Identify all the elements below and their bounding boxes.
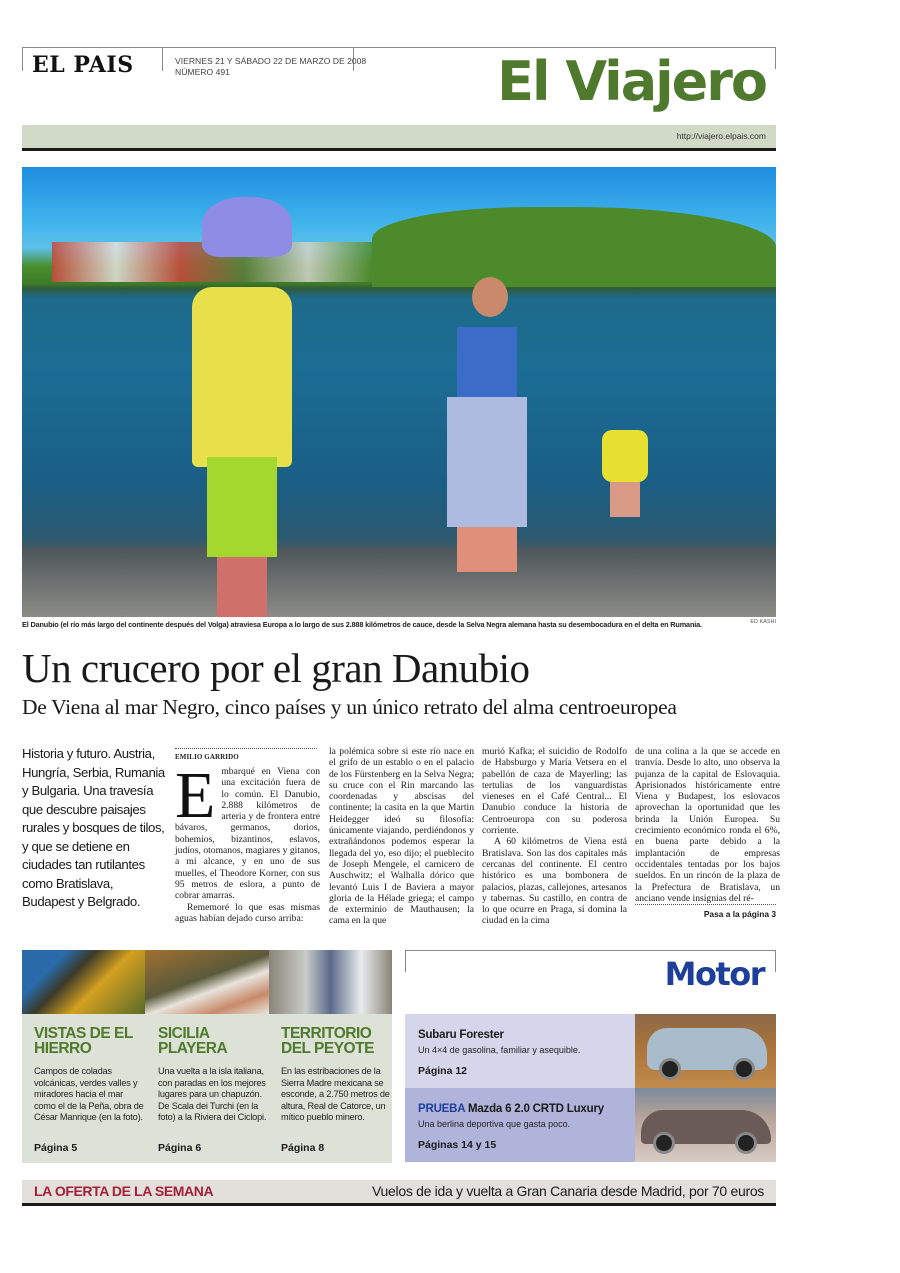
promo-title: TERRITORIO DEL PEYOTE	[281, 1025, 374, 1057]
promo-title: SICILIA PLAYERA	[158, 1025, 228, 1057]
promo-title: VISTAS DE EL HIERRO	[34, 1025, 133, 1057]
promo-page: Página 6	[158, 1142, 202, 1154]
continued-link[interactable]: Pasa a la página 3	[703, 909, 776, 919]
motor-item-subaru[interactable]	[405, 1014, 635, 1088]
article-column-4	[635, 746, 780, 904]
motor-item-name: Subaru Forester	[418, 1029, 504, 1041]
weekly-offer-label: LA OFERTA DE LA SEMANA	[34, 1183, 214, 1199]
photo-child-wading	[602, 422, 648, 517]
article-column-2	[329, 746, 474, 927]
drop-cap: E	[175, 759, 216, 832]
byline-rule	[175, 748, 317, 749]
photo-trees	[372, 207, 776, 287]
motor-frame	[405, 950, 776, 951]
article-summary: Historia y futuro. Austria, Hungría, Serbia, Rumania y Bulgaria. Una travesía que descubre paisajes rurales y bosques de tilos, y que se detiene en ciudades tan rutilantes como Bratislava, Budapest y Belgrado.	[22, 746, 165, 909]
promo-text: En las estribaciones de la Sierra Madre mexicana se esconde, a 2.750 metros de altura, Real de Catorce, un mítico pueblo minero.	[281, 1066, 390, 1122]
article-headline[interactable]: Un crucero por el gran Danubio	[22, 645, 530, 691]
paragraph: A 60 kilómetros de Viena está Bratislava. Son las dos capitales más cercanas del continente. El centro histórico es una bombonera de palacios, plazas, callejones, artesanos y tabernas. Su castillo, en contra de lo que ocurre en Praga, sí domina la ciudad en la cima	[482, 836, 627, 927]
motor-item-desc: Una berlina deportiva que gasta poco.	[418, 1119, 571, 1129]
photo-shore	[22, 547, 776, 617]
photo-credit: ED KASHI	[750, 619, 776, 625]
paragraph: mbarqué en Viena con una excitación fuera de lo común. El Danubio, 2.888 kilómetros de arteria y de frontera entre bávaros, germanos, dorios, bohemios, bizantinos, eslavos, judíos, otomanos, magiares y gitanos, a mi alcance, y en uno de sus muelles, el Theodore Korner, con sus 95 metros de eslora, a punto de cobrar amarras.	[175, 766, 320, 902]
author-byline: EMILIO GARRIDO	[175, 753, 239, 761]
masthead-divider	[22, 47, 23, 71]
article-column-3	[482, 746, 627, 927]
photo-caption: El Danubio (el río más largo del continente después del Volga) atraviesa Europa a lo largo de sus 2.888 kilómetros de cauce, desde la Selva Negra alemana hasta su desembocadura en el delta en Rumania.	[22, 620, 702, 629]
promo-peyote[interactable]	[281, 1025, 393, 1154]
offer-rule	[22, 1203, 776, 1206]
section-rule	[22, 148, 776, 151]
promo-image-peyote[interactable]	[269, 950, 392, 1014]
motor-frame	[775, 950, 776, 972]
masthead-top-rule	[22, 47, 776, 48]
promo-panel	[22, 1014, 392, 1163]
issue-number: NÚMERO 491	[175, 67, 230, 77]
continued-rule	[635, 904, 776, 905]
paragraph: de una colina a la que se accede en tranvía. Desde lo alto, uno observa la pujanza de la capital de Eslovaquia. Aprisionados históricamente entre Viena y Budapest, los eslovacos aprovechan la oportunidad que les brinda la Unión Europea. Su crecimiento económico ronda el 6%, en buena parte debido a la implantación de empresas occidentales tentadas por los bajos sueldos. En un rincón de la plaza de la Prefectura de Bratislava, un anciano vende insignias del ré-	[635, 746, 780, 904]
motor-item-mazda[interactable]	[405, 1088, 635, 1162]
main-photo	[22, 167, 776, 617]
section-url-link[interactable]: http://viajero.elpais.com	[676, 131, 766, 141]
paragraph: murió Kafka; el suicidio de Rodolfo de Habsburgo y María Vetsera en el pabellón de caza de Mayerling; las tertulias de los vanguardistas vieneses en el Café Central... El Danubio conduce la historia de Centroeuropa con su poderosa corriente.	[482, 746, 627, 837]
section-bar	[22, 125, 776, 148]
motor-frame	[405, 950, 406, 972]
promo-images	[22, 950, 392, 1014]
motor-item-desc: Un 4×4 de gasolina, familiar y asequible.	[418, 1045, 581, 1055]
photo-child-dress	[442, 277, 532, 577]
photo-child-hat	[172, 197, 312, 617]
article-deck: De Viena al mar Negro, cinco países y un único retrato del alma centroeuropea	[22, 695, 677, 719]
dateline	[175, 56, 366, 78]
paragraph: Rememoré lo que esas mismas aguas habían dejado curso arriba:	[175, 901, 320, 924]
section-title[interactable]: El Viajero	[497, 50, 766, 113]
promo-el-hierro[interactable]	[34, 1025, 146, 1154]
masthead-divider	[775, 47, 776, 69]
subaru-photo[interactable]	[635, 1014, 776, 1088]
promo-text: Campos de coladas volcánicas, verdes valles y miradores hacia el mar como el de la Peña, obra de César Manrique (en la foto).	[34, 1066, 144, 1122]
paragraph: la polémica sobre si este río nace en el grifo de un establo o en el palacio de los Fürstenberg en la Selva Negra; su cruce con el Rin marcando las coordenadas y abscisas del continente; la casita en la que Martin Heidegger ideó su filosofía: únicamente viajando, perdiéndonos y extrañándonos podemos esperar la llegada del yo, eso dijo; el pueblecito de Joseph Mengele, el carnicero de Auschwitz; el Walhalla dórico que levantó Luis I de Baviera a mayor gloria de la Hélade griega; el campo de exterminio de Mauthausen; la cama en la que	[329, 746, 474, 927]
promo-text: Una vuelta a la isla italiana, con paradas en los mejores lugares para un chapuzón. De Scala dei Turchi (en la foto) a la Riviera dei Ciclopi.	[158, 1066, 267, 1122]
motor-item-name: PRUEBA Mazda 6 2.0 CRTD Luxury	[418, 1103, 604, 1115]
masthead-divider	[162, 47, 163, 71]
promo-image-el-hierro[interactable]	[22, 950, 145, 1014]
article-column-1	[175, 759, 320, 924]
promo-image-sicilia[interactable]	[145, 950, 268, 1014]
promo-page: Página 5	[34, 1142, 78, 1154]
promo-sicilia[interactable]	[158, 1025, 270, 1154]
weekly-offer-text: Vuelos de ida y vuelta a Gran Canaria desde Madrid, por 70 euros	[372, 1183, 764, 1199]
motor-section-title[interactable]: Motor	[664, 955, 764, 993]
newspaper-logo[interactable]: EL PAIS	[32, 52, 134, 78]
weekly-offer-bar[interactable]	[22, 1180, 776, 1203]
motor-item-page: Páginas 14 y 15	[418, 1139, 497, 1151]
motor-item-page: Página 12	[418, 1065, 468, 1077]
publication-date: VIERNES 21 Y SÁBADO 22 DE MARZO DE 2008	[175, 56, 367, 66]
mazda-photo[interactable]	[635, 1088, 776, 1162]
promo-page: Página 8	[281, 1142, 325, 1154]
